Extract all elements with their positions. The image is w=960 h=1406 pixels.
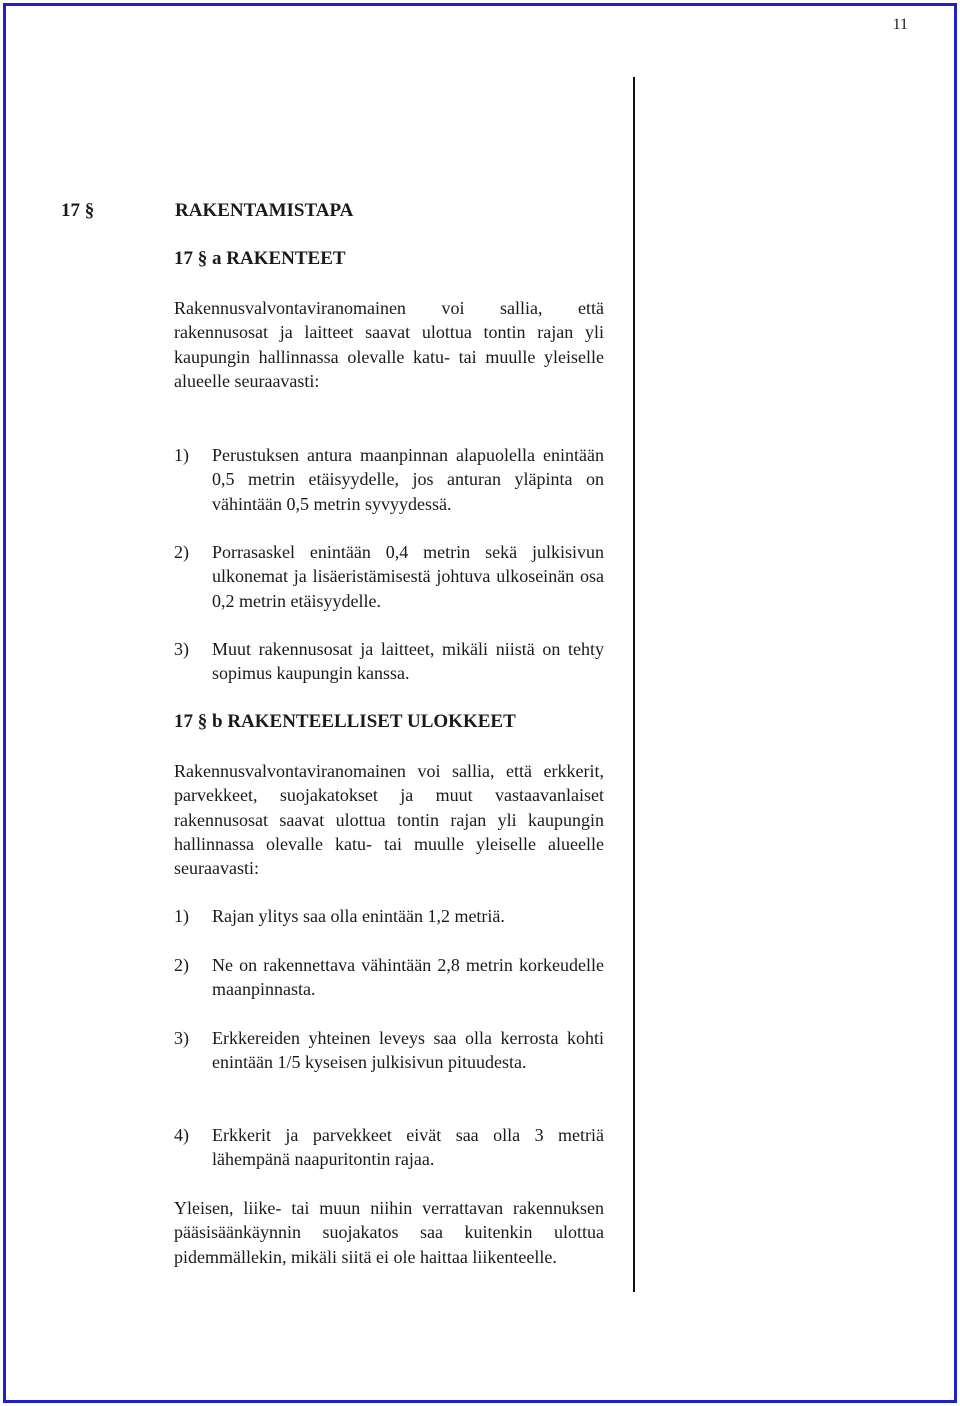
list-item xyxy=(174,637,604,686)
list-item-number: 3) xyxy=(174,639,189,659)
list-item xyxy=(174,953,604,1002)
subsection-a-intro: Rakennusvalvontaviranomainen voi sallia, että rakennusosat ja laitteet saavat ulottua tontin rajan yli kaupungin hallinnassa olevalle katu- tai muulle yleiselle alueelle seuraavasti: xyxy=(174,298,604,391)
subsection-b-intro: Rakennusvalvontaviranomainen voi sallia, että erkkerit, parvekkeet, suojakatokset ja muut vastaavanlaiset rakennusosat saavat ulottua tontin rajan yli kaupungin hallinnassa olevalle katu- tai muulle yleiselle alueelle seuraavasti: xyxy=(174,761,604,879)
section-heading xyxy=(61,200,353,222)
list-item-number: 1) xyxy=(174,906,189,926)
list-item xyxy=(174,1026,604,1075)
subsection-b-heading: 17 § b RAKENTEELLISET ULOKKEET xyxy=(174,711,516,732)
list-item-number: 3) xyxy=(174,1028,189,1048)
list-item xyxy=(174,904,604,928)
list-item-text: Ne on rakennettava vähintään 2,8 metrin korkeudelle maanpinnasta. xyxy=(212,955,604,1000)
list-item xyxy=(174,540,604,613)
list-item xyxy=(174,1123,604,1172)
closing-paragraph: Yleisen, liike- tai muun niihin verrattavan rakennuksen pääsisäänkäynnin suojakatos saa kuitenkin ulottua pidemmällekin, mikäli siitä ei ole haittaa liikenteelle. xyxy=(174,1198,604,1267)
list-item-text: Porrasaskel enintään 0,4 metrin sekä julkisivun ulkonemat ja lisäeristämisestä johtuva ulkoseinän osa 0,2 metrin etäisyydelle. xyxy=(212,542,604,611)
list-item-text: Erkkereiden yhteinen leveys saa olla kerrosta kohti enintään 1/5 kyseisen julkisivun pituudesta. xyxy=(212,1028,604,1073)
list-item-text: Perustuksen antura maanpinnan alapuolella enintään 0,5 metrin etäisyydelle, jos anturan yläpinta on vähintään 0,5 metrin syvyydessä. xyxy=(212,445,604,514)
section-number: 17 § xyxy=(61,200,95,221)
list-item-number: 1) xyxy=(174,445,189,465)
list-item-number: 2) xyxy=(174,955,189,975)
list-item-text: Muut rakennusosat ja laitteet, mikäli niistä on tehty sopimus kaupungin kanssa. xyxy=(212,639,604,684)
subsection-a-heading: 17 § a RAKENTEET xyxy=(174,248,346,269)
list-item-number: 2) xyxy=(174,542,189,562)
list-item-text: Rajan ylitys saa olla enintään 1,2 metriä. xyxy=(212,906,505,926)
list-item xyxy=(174,443,604,516)
margin-rule xyxy=(633,77,635,1292)
section-title: RAKENTAMISTAPA xyxy=(175,200,354,221)
page-number: 11 xyxy=(892,16,908,33)
list-item-number: 4) xyxy=(174,1125,189,1145)
list-item-text: Erkkerit ja parvekkeet eivät saa olla 3 metriä lähempänä naapuritontin rajaa. xyxy=(212,1125,604,1170)
